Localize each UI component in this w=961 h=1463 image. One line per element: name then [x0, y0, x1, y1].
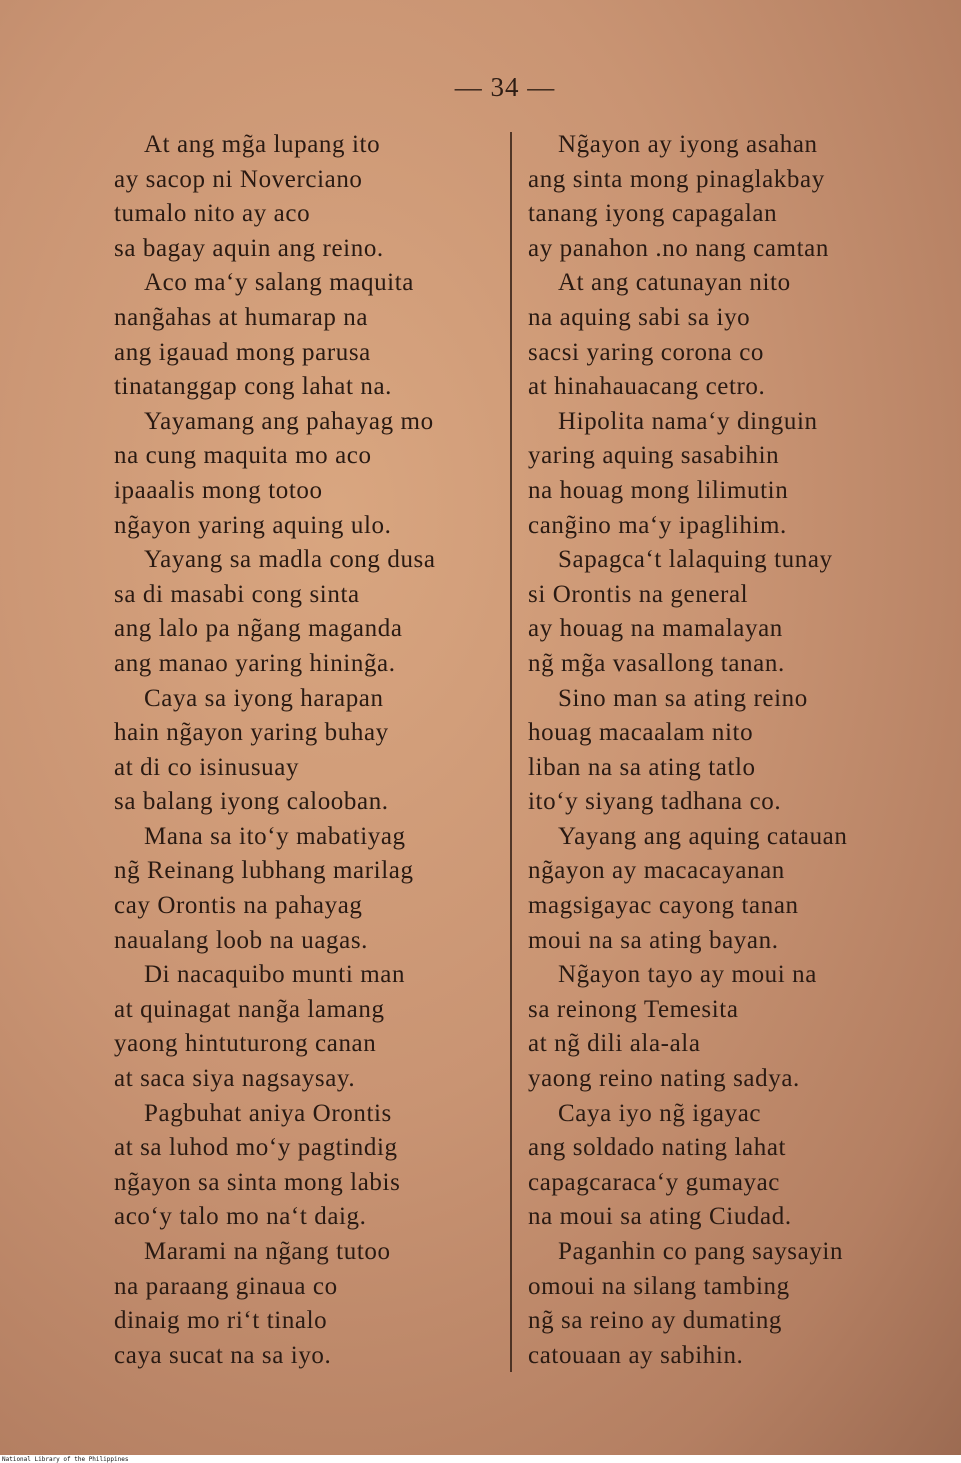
verse-line: ang soldado nating lahat [528, 1134, 787, 1162]
verse-line: na aquing sabi sa iyo [528, 303, 751, 331]
verse-line: Ng̃ayon tayo ay moui na [558, 961, 817, 989]
verse-line: yaong hintuturong canan [114, 1030, 377, 1058]
verse-line: aco‘y talo mo na‘t daig. [114, 1203, 367, 1231]
verse-line: Pagbuhat aniya Orontis [144, 1099, 392, 1127]
verse-line: at ng̃ dili ala-ala [528, 1030, 701, 1058]
library-watermark: National Library of the Philippines [2, 1456, 129, 1463]
verse-line: Ng̃ayon ay iyong asahan [558, 131, 818, 158]
verse-line: sa balang iyong calooban. [114, 788, 389, 816]
verse-line: Hipolita nama‘y dinguin [558, 407, 818, 435]
verse-line: houag macaalam nito [528, 719, 754, 747]
verse-line: ang manao yaring hining̃a. [114, 649, 396, 677]
verse-line: na moui sa ating Ciudad. [528, 1203, 792, 1231]
verse-line: cay Orontis na pahayag [114, 892, 363, 920]
verse-line: Di nacaquibo munti man [144, 961, 406, 989]
verse-line: Marami na ng̃ang tutoo [144, 1238, 391, 1265]
verse-line: Caya iyo ng̃ igayac [558, 1099, 762, 1127]
verse-line: moui na sa ating bayan. [528, 926, 779, 954]
right-column [528, 128, 928, 1373]
verse-line: catouaan ay sabihin. [528, 1341, 744, 1369]
verse-line: si Orontis na general [528, 580, 749, 608]
verse-line: dinaig mo ri‘t tinalo [114, 1307, 328, 1335]
verse-line: ng̃ Reinang lubhang marilag [114, 857, 414, 885]
verse-line: sa bagay aquin ang reino. [114, 234, 384, 262]
verse-line: liban na sa ating tatlo [528, 753, 756, 781]
verse-line: tumalo nito ay aco [114, 200, 311, 228]
verse-line: hain ng̃ayon yaring buhay [114, 719, 389, 747]
verse-line: Aco ma‘y salang maquita [144, 269, 414, 297]
verse-line: At ang catunayan nito [558, 269, 791, 297]
verse-line: naualang loob na uagas. [114, 926, 368, 954]
verse-line: ng̃ mg̃a vasallong tanan. [528, 649, 785, 677]
verse-line: ng̃ayon sa sinta mong labis [114, 1168, 401, 1196]
verse-line: At ang mg̃a lupang ito [144, 131, 381, 158]
verse-line: ang igauad mong parusa [114, 338, 371, 366]
verse-line: at sa luhod mo‘y pagtindig [114, 1134, 398, 1162]
verse-line: sa reinong Temesita [528, 995, 739, 1023]
page-number: — 34 — [454, 72, 556, 102]
verse-line: ng̃ayon ay macacayanan [528, 857, 785, 885]
verse-line: yaring aquing sasabihin [528, 442, 780, 470]
verse-line: yaong reino nating sadya. [528, 1065, 800, 1093]
verse-line: Mana sa ito‘y mabatiyag [144, 822, 406, 850]
verse-line: Sapagca‘t lalaquing tunay [558, 546, 833, 574]
verse-line: ay panahon .no nang camtan [528, 234, 829, 262]
verse-line: Yayang sa madla cong dusa [144, 546, 436, 574]
verse-line: at hinahauacang cetro. [528, 373, 766, 401]
verse-line: at saca siya nagsaysay. [114, 1065, 356, 1093]
verse-line: cang̃ino ma‘y ipaglihim. [528, 511, 787, 539]
verse-line: ng̃ sa reino ay dumating [528, 1307, 783, 1335]
verse-line: na houag mong lilimutin [528, 476, 789, 504]
verse-line: na cung maquita mo aco [114, 442, 372, 470]
verse-line: na paraang ginaua co [114, 1272, 338, 1300]
verse-line: nang̃ahas at humarap na [114, 303, 369, 331]
verse-line: ipaaalis mong totoo [114, 476, 323, 504]
verse-line: sacsi yaring corona co [528, 338, 765, 366]
verse-line: ang sinta mong pinaglakbay [528, 165, 825, 193]
verse-line: Caya sa iyong harapan [144, 684, 384, 712]
verse-line: ito‘y siyang tadhana co. [528, 788, 782, 816]
verse-line: tinatanggap cong lahat na. [114, 373, 393, 401]
verse-line: ay houag na mamalayan [528, 615, 783, 643]
verse-line: Paganhin co pang saysayin [558, 1238, 844, 1265]
verse-line: omoui na silang tambing [528, 1272, 790, 1300]
verse-line: capagcaraca‘y gumayac [528, 1168, 781, 1196]
verse-line: at quinagat nang̃a lamang [114, 995, 385, 1023]
verse-line: Yayamang ang pahayag mo [144, 407, 434, 435]
column-divider [510, 132, 512, 1372]
verse-line: Yayang ang aquing catauan [558, 822, 848, 850]
verse-line: ang lalo pa ng̃ang maganda [114, 615, 403, 643]
verse-line: tanang iyong capagalan [528, 200, 778, 228]
left-column [114, 128, 504, 1373]
verse-line: magsigayac cayong tanan [528, 892, 799, 920]
verse-line: ay sacop ni Noverciano [114, 165, 363, 193]
verse-line: at di co isinusuay [114, 753, 300, 781]
verse-line: ng̃ayon yaring aquing ulo. [114, 511, 392, 539]
verse-line: Sino man sa ating reino [558, 684, 808, 712]
verse-line: caya sucat na sa iyo. [114, 1341, 332, 1369]
verse-line: sa di masabi cong sinta [114, 580, 360, 608]
